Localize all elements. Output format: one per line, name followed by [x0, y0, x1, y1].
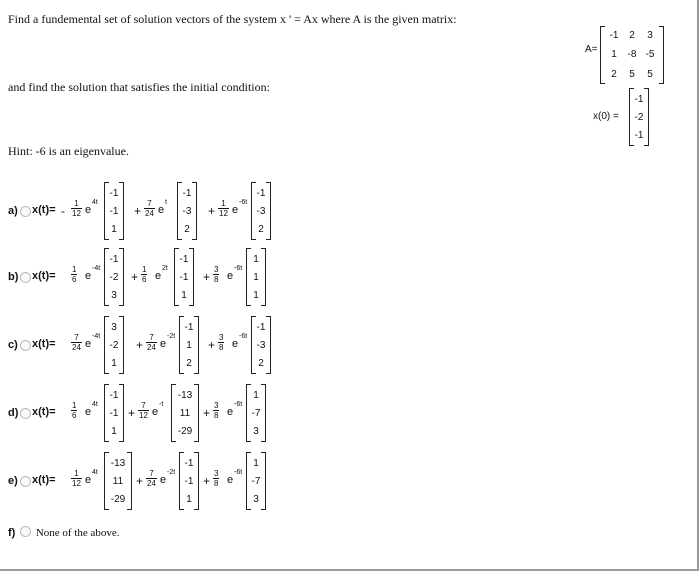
exponential-base: e	[85, 474, 92, 486]
exponent: 4t	[92, 199, 98, 206]
vector-entry: 2	[258, 223, 264, 235]
option-radio[interactable]	[20, 476, 31, 487]
vector-entry: 1	[253, 389, 259, 401]
option-label: c)	[8, 339, 18, 351]
term-vector	[246, 452, 266, 510]
term-sign: +	[208, 204, 216, 218]
vector-entry: -1	[256, 321, 266, 333]
coefficient-numerator: 7	[149, 469, 154, 478]
coefficient-denominator: 24	[145, 209, 154, 218]
matrix-entry: -2	[634, 111, 644, 123]
matrix-entry: 2	[629, 30, 635, 41]
term-coefficient	[213, 401, 219, 420]
coefficient-denominator: 12	[219, 209, 228, 218]
exponential-base: e	[232, 204, 239, 216]
term-coefficient	[146, 469, 157, 488]
x0-vector	[629, 88, 649, 146]
vector-entry: -13	[110, 457, 126, 469]
term-sign: +	[203, 270, 211, 284]
coefficient-denominator: 24	[72, 343, 81, 352]
option-a	[8, 182, 308, 242]
exponential-base: e	[85, 270, 92, 282]
option-label: a)	[8, 205, 18, 217]
coefficient-numerator: 1	[74, 199, 79, 208]
term-coefficient	[213, 265, 219, 284]
term-coefficient	[213, 469, 219, 488]
option-label: d)	[8, 407, 19, 419]
matrix-entry: 3	[647, 30, 653, 41]
option-x-label: x(t)=	[32, 204, 56, 216]
term-vector	[174, 248, 194, 306]
term-sign: +	[136, 338, 144, 352]
vector-entry: -3	[182, 205, 192, 217]
matrix-a	[600, 26, 664, 84]
option-e	[8, 452, 308, 512]
option-radio[interactable]	[20, 206, 31, 217]
exponential-base: e	[158, 204, 165, 216]
exponential-base: e	[232, 338, 239, 350]
vector-entry: -3	[256, 339, 266, 351]
coefficient-numerator: 1	[142, 265, 147, 274]
matrix-entry: -5	[645, 49, 655, 61]
term-sign: +	[203, 474, 211, 488]
vector-entry: -2	[109, 271, 119, 283]
vector-entry: -29	[110, 493, 126, 505]
vector-entry: -13	[177, 389, 193, 401]
exponential-base: e	[152, 406, 159, 418]
vector-entry: -1	[109, 187, 119, 199]
coefficient-numerator: 1	[72, 265, 77, 274]
option-radio[interactable]	[20, 340, 31, 351]
matrix-entry: -8	[627, 49, 637, 61]
matrix-entry: -1	[634, 129, 644, 141]
option-x-label: x(t)=	[32, 270, 56, 282]
term-vector	[104, 316, 124, 374]
term-vector	[104, 452, 132, 510]
coefficient-denominator: 12	[72, 209, 81, 218]
matrix-entry: 5	[629, 68, 635, 80]
term-coefficient	[71, 333, 82, 352]
problem-statement: Find a fundemental set of solution vectors of the system x ' = Ax where A is the given matrix:	[8, 12, 457, 26]
matrix-entry: 1	[611, 49, 617, 61]
vector-entry: 3	[253, 493, 259, 505]
x0-label: x(0) =	[593, 111, 619, 122]
exponent: -6t	[234, 401, 243, 408]
vector-entry: -1	[184, 457, 194, 469]
term-coefficient	[71, 401, 77, 420]
exponent: -6t	[234, 265, 243, 272]
coefficient-numerator: 7	[147, 199, 152, 208]
matrix-a-label: A=	[585, 44, 598, 55]
term-sign: +	[134, 204, 142, 218]
term-sign: +	[131, 270, 139, 284]
term-coefficient	[71, 199, 82, 218]
coefficient-numerator: 1	[221, 199, 226, 208]
vector-entry: 1	[253, 289, 259, 301]
option-radio[interactable]	[20, 408, 31, 419]
coefficient-numerator: 3	[214, 401, 219, 410]
coefficient-numerator: 7	[74, 333, 79, 342]
term-sign: -	[61, 204, 65, 218]
vector-entry: 1	[111, 223, 117, 235]
option-f-radio[interactable]	[20, 526, 31, 537]
vector-entry: 1	[253, 253, 259, 265]
vector-entry: -7	[251, 475, 261, 487]
coefficient-numerator: 7	[149, 333, 154, 342]
vector-entry: -1	[184, 321, 194, 333]
exponential-base: e	[85, 406, 92, 418]
coefficient-denominator: 24	[147, 479, 156, 488]
term-vector	[177, 182, 197, 240]
coefficient-denominator: 6	[142, 275, 147, 284]
option-f-text: None of the above.	[35, 527, 120, 539]
term-sign: +	[203, 406, 211, 420]
option-f-label: f)	[8, 527, 16, 539]
matrix-entry: 5	[647, 68, 653, 80]
vector-entry: 1	[111, 425, 117, 437]
matrix-entry: -1	[634, 93, 644, 105]
vector-entry: -1	[109, 407, 119, 419]
term-coefficient	[71, 265, 77, 284]
vector-entry: -2	[109, 339, 119, 351]
vector-entry: -29	[177, 425, 193, 437]
coefficient-denominator: 6	[72, 411, 77, 420]
vector-entry: -1	[109, 205, 119, 217]
coefficient-numerator: 1	[74, 469, 79, 478]
option-x-label: x(t)=	[32, 474, 56, 486]
vector-entry: 11	[179, 407, 191, 419]
term-vector	[246, 248, 266, 306]
exponent: -6t	[234, 469, 243, 476]
term-coefficient	[146, 333, 157, 352]
vector-entry: 3	[111, 321, 117, 333]
term-coefficient	[138, 401, 149, 420]
exponential-base: e	[227, 270, 234, 282]
coefficient-numerator: 3	[219, 333, 224, 342]
term-vector	[246, 384, 266, 442]
term-vector	[251, 316, 271, 374]
vector-entry: -1	[179, 253, 189, 265]
exponential-base: e	[85, 204, 92, 216]
vector-entry: 1	[253, 457, 259, 469]
matrix-entry: 2	[611, 68, 617, 80]
coefficient-numerator: 3	[214, 265, 219, 274]
exponent: -2t	[167, 333, 176, 340]
hint-text: Hint: -6 is an eigenvalue.	[8, 144, 129, 158]
term-coefficient	[218, 199, 229, 218]
term-coefficient	[71, 469, 82, 488]
coefficient-denominator: 12	[72, 479, 81, 488]
vector-entry: 3	[253, 425, 259, 437]
term-vector	[179, 452, 199, 510]
coefficient-numerator: 7	[141, 401, 146, 410]
exponent: -6t	[239, 199, 248, 206]
vector-entry: 3	[111, 289, 117, 301]
term-coefficient	[218, 333, 224, 352]
exponent: -4t	[92, 265, 101, 272]
exponential-base: e	[160, 474, 167, 486]
vector-entry: 11	[112, 475, 124, 487]
exponential-base: e	[85, 338, 92, 350]
vector-entry: -1	[179, 271, 189, 283]
term-coefficient	[144, 199, 155, 218]
vector-entry: -1	[256, 187, 266, 199]
vector-entry: -1	[184, 475, 194, 487]
vector-entry: -1	[182, 187, 192, 199]
vector-entry: 1	[253, 271, 259, 283]
term-coefficient	[141, 265, 147, 284]
exponent: 4t	[92, 401, 98, 408]
option-c	[8, 316, 308, 376]
coefficient-denominator: 8	[214, 479, 219, 488]
option-radio[interactable]	[20, 272, 31, 283]
option-label: e)	[8, 475, 18, 487]
term-vector	[171, 384, 199, 442]
exponent: 4t	[92, 469, 98, 476]
option-b	[8, 248, 308, 308]
vector-entry: -3	[256, 205, 266, 217]
exponent: 2t	[162, 265, 168, 272]
vector-entry: 1	[181, 289, 187, 301]
vector-entry: 2	[258, 357, 264, 369]
initial-condition-statement: and find the solution that satisfies the initial condition:	[8, 80, 270, 94]
matrix-entry: -1	[609, 30, 619, 41]
term-vector	[251, 182, 271, 240]
coefficient-denominator: 8	[219, 343, 224, 352]
option-x-label: x(t)=	[32, 338, 56, 350]
term-sign: +	[208, 338, 216, 352]
vector-entry: 1	[111, 357, 117, 369]
exponential-base: e	[227, 406, 234, 418]
exponent: -2t	[167, 469, 176, 476]
vector-entry: 1	[186, 493, 192, 505]
exponent: -6t	[239, 333, 248, 340]
vector-entry: 1	[186, 339, 192, 351]
coefficient-denominator: 8	[214, 411, 219, 420]
coefficient-numerator: 1	[72, 401, 77, 410]
coefficient-denominator: 8	[214, 275, 219, 284]
vector-entry: 2	[186, 357, 192, 369]
term-vector	[104, 384, 124, 442]
option-f	[8, 525, 120, 539]
term-sign: +	[128, 406, 136, 420]
option-d	[8, 384, 308, 444]
coefficient-numerator: 3	[214, 469, 219, 478]
vector-entry: 2	[184, 223, 190, 235]
term-vector	[104, 182, 124, 240]
exponential-base: e	[155, 270, 162, 282]
term-sign: +	[136, 474, 144, 488]
term-vector	[104, 248, 124, 306]
option-x-label: x(t)=	[32, 406, 56, 418]
coefficient-denominator: 12	[139, 411, 148, 420]
vector-entry: -7	[251, 407, 261, 419]
exponent: t	[165, 199, 167, 206]
exponent: -4t	[92, 333, 101, 340]
coefficient-denominator: 24	[147, 343, 156, 352]
exponential-base: e	[227, 474, 234, 486]
exponential-base: e	[160, 338, 167, 350]
coefficient-denominator: 6	[72, 275, 77, 284]
vector-entry: -1	[109, 253, 119, 265]
vector-entry: -1	[109, 389, 119, 401]
term-vector	[179, 316, 199, 374]
option-label: b)	[8, 271, 19, 283]
exponent: -t	[159, 401, 164, 408]
